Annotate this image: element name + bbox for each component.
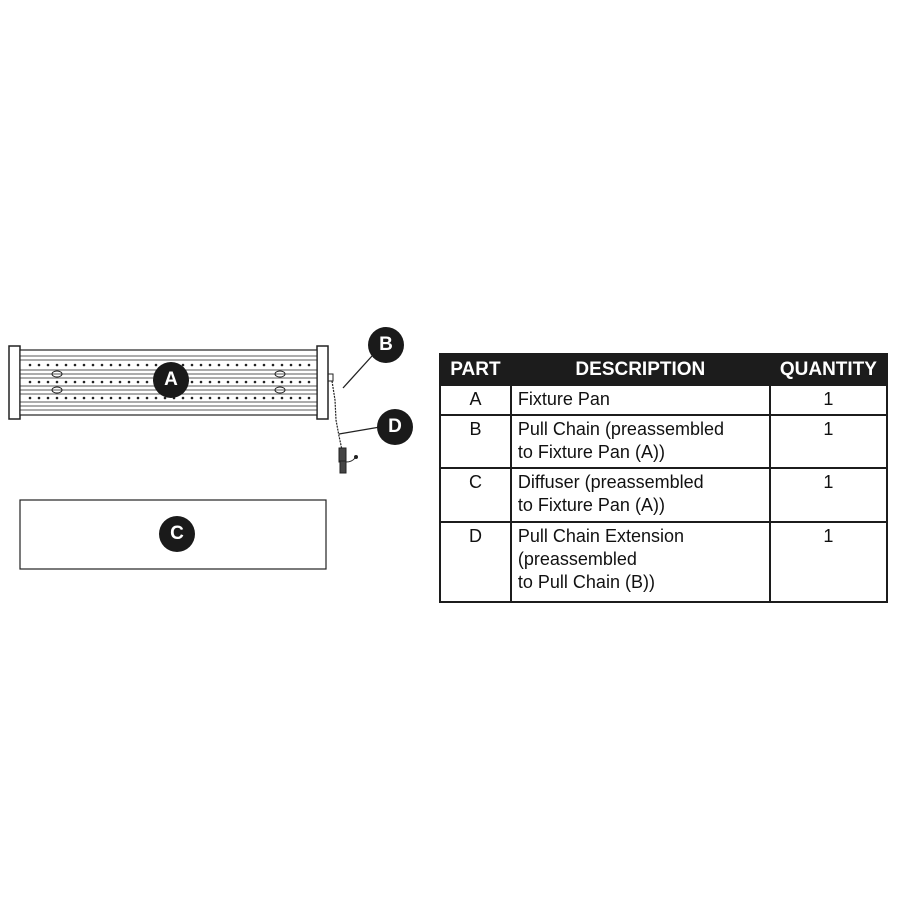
led-dot [263,364,266,367]
led-dot [101,397,104,400]
led-dot [308,397,311,400]
led-dot [128,364,131,367]
led-dot [128,381,131,384]
callout-d: D [377,409,413,445]
led-dot [272,364,275,367]
led-dot [56,397,59,400]
led-dot [56,381,59,384]
led-dot [290,364,293,367]
led-dot [200,397,203,400]
led-dot [299,364,302,367]
led-dot [191,381,194,384]
led-dot [38,381,41,384]
led-dot [74,381,77,384]
led-dot [200,364,203,367]
led-dot [236,397,239,400]
fixture-illustration [0,0,430,900]
cell-description: Diffuser (preassembled to Fixture Pan (A)) [511,468,770,522]
led-dot [146,364,149,367]
led-dot [236,381,239,384]
cell-description: Fixture Pan [511,385,770,415]
led-dot [65,381,68,384]
callout-c: C [159,516,195,552]
parts-table [439,353,888,603]
led-dot [83,397,86,400]
led-dot [218,381,221,384]
led-dot [209,397,212,400]
led-dot [191,364,194,367]
led-dot [92,397,95,400]
led-dot [47,381,50,384]
led-dot [146,381,149,384]
led-dot [155,364,158,367]
led-dot [56,364,59,367]
cell-description: Pull Chain Extension (preassembled to Pull Chain (B)) [511,522,770,602]
led-dot [110,364,113,367]
led-dot [263,397,266,400]
table-header-row [440,354,887,385]
led-dot [29,397,32,400]
pull-chain-drawing [328,374,358,473]
led-dot [137,364,140,367]
led-dot [137,381,140,384]
led-dot [209,381,212,384]
led-dot [308,364,311,367]
led-dot [65,397,68,400]
led-dot [281,364,284,367]
table-row [440,385,887,415]
led-dot [92,381,95,384]
led-dot [209,364,212,367]
led-dot [38,397,41,400]
led-dot [218,364,221,367]
led-dot [299,381,302,384]
led-dot [128,397,131,400]
led-dot [290,381,293,384]
cell-description: Pull Chain (preassembled to Fixture Pan (A)) [511,415,770,468]
led-dot [191,397,194,400]
cell-part: B [440,415,511,468]
led-dot [299,397,302,400]
cell-part: A [440,385,511,415]
led-dot [38,364,41,367]
led-dot [227,364,230,367]
led-dot [110,381,113,384]
led-dot [83,381,86,384]
header-quantity: QUANTITY [770,354,887,385]
led-dot [119,397,122,400]
cell-quantity: 1 [770,385,887,415]
led-dot [281,397,284,400]
leader-lines [339,356,380,434]
led-dot [101,381,104,384]
cell-quantity: 1 [770,468,887,522]
led-dot [110,397,113,400]
cell-quantity: 1 [770,415,887,468]
led-dot [227,397,230,400]
led-dot [83,364,86,367]
led-dot [119,364,122,367]
led-dot [29,364,32,367]
led-dot [290,397,293,400]
led-dot [263,381,266,384]
cell-quantity: 1 [770,522,887,602]
callout-b: B [368,327,404,363]
led-dot [92,364,95,367]
table-row [440,415,887,468]
header-description: DESCRIPTION [511,354,770,385]
led-dot [245,397,248,400]
led-dot [254,364,257,367]
led-dot [281,381,284,384]
led-dot [29,381,32,384]
led-dot [308,381,311,384]
led-dot [272,397,275,400]
led-dot [65,364,68,367]
led-dot [155,397,158,400]
led-dot [137,397,140,400]
cell-part: D [440,522,511,602]
led-dot [254,397,257,400]
callout-a: A [153,362,189,398]
led-dot [74,397,77,400]
led-dot [47,364,50,367]
led-dot [236,364,239,367]
table-row [440,522,887,602]
led-dot [218,397,221,400]
cell-part: C [440,468,511,522]
led-dot [245,381,248,384]
led-dot [245,364,248,367]
table-row [440,468,887,522]
header-part: PART [440,354,511,385]
led-dot [101,364,104,367]
led-dot [47,397,50,400]
led-dot [272,381,275,384]
led-dot [74,364,77,367]
led-dot [200,381,203,384]
led-dot [227,381,230,384]
led-dot [254,381,257,384]
led-dot [146,397,149,400]
led-dot [119,381,122,384]
led-dot [182,397,185,400]
parts-diagram [0,0,430,900]
